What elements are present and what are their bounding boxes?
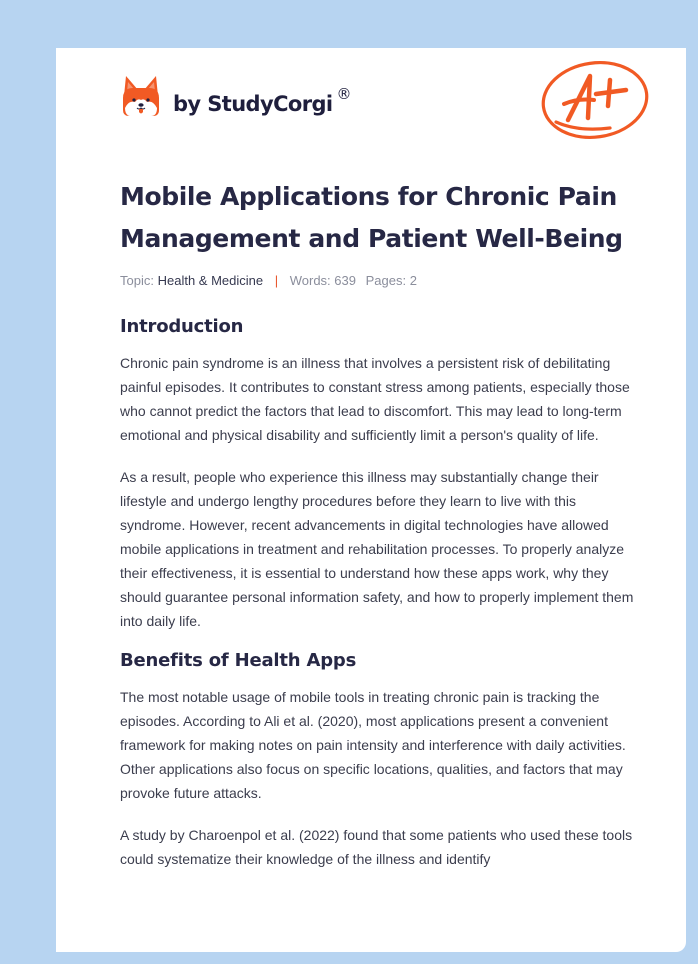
article-title: Mobile Applications for Chronic Pain Management and Patient Well-Being xyxy=(120,182,623,253)
corgi-icon xyxy=(121,74,161,120)
words-label: Words: xyxy=(289,273,331,288)
pages-count: 2 xyxy=(409,273,417,288)
section-heading-introduction: Introduction xyxy=(120,316,244,337)
topic-link[interactable]: Health & Medicine xyxy=(157,273,264,288)
header xyxy=(56,48,686,158)
paragraph: A study by Charoenpol et al. (2022) found that some patients who used these tools could systematize their knowledge of the illness and identify xyxy=(120,827,633,867)
article-meta xyxy=(120,273,640,288)
meta-separator: | xyxy=(274,273,279,288)
brand-name: by StudyCorgi ® xyxy=(173,85,351,116)
section-heading-benefits: Benefits of Health Apps xyxy=(120,650,357,671)
paragraph: Chronic pain syndrome is an illness that involves a persistent risk of debilitating painful episodes. It contributes to constant stress among patients, especially those who cannot predict the factors that lead to discomfort. This may lead to long-term emotional and physical disability and sufficiently limit a person's quality of life. xyxy=(120,355,630,443)
topic-label: Topic: xyxy=(120,273,154,288)
pages-label: Pages: xyxy=(365,273,407,288)
paragraph: As a result, people who experience this illness may substantially change their lifestyle and undergo lengthy procedures before they learn to live with this syndrome. However, recent advancements in digital technologies have allowed mobile applications in treatment and rehabilitation processes. To properly analyze their effectiveness, it is essential to understand how these apps work, why they should guarantee personal information safety, and how to properly implement them into daily life. xyxy=(120,469,634,629)
paragraph: The most notable usage of mobile tools in treating chronic pain is tracking the episodes. According to Ali et al. (2020), most applications present a convenient framework for making notes on pain intensity and interference with daily activities. Other applications also focus on specific locations, qualities, and factors that may provoke future attacks. xyxy=(120,689,626,801)
registered-mark: ® xyxy=(336,85,351,103)
words-count: 639 xyxy=(334,273,356,288)
article xyxy=(120,176,640,871)
studycorgi-logo[interactable] xyxy=(121,74,351,120)
essay-card xyxy=(56,48,686,952)
a-plus-grade-icon xyxy=(538,58,650,140)
